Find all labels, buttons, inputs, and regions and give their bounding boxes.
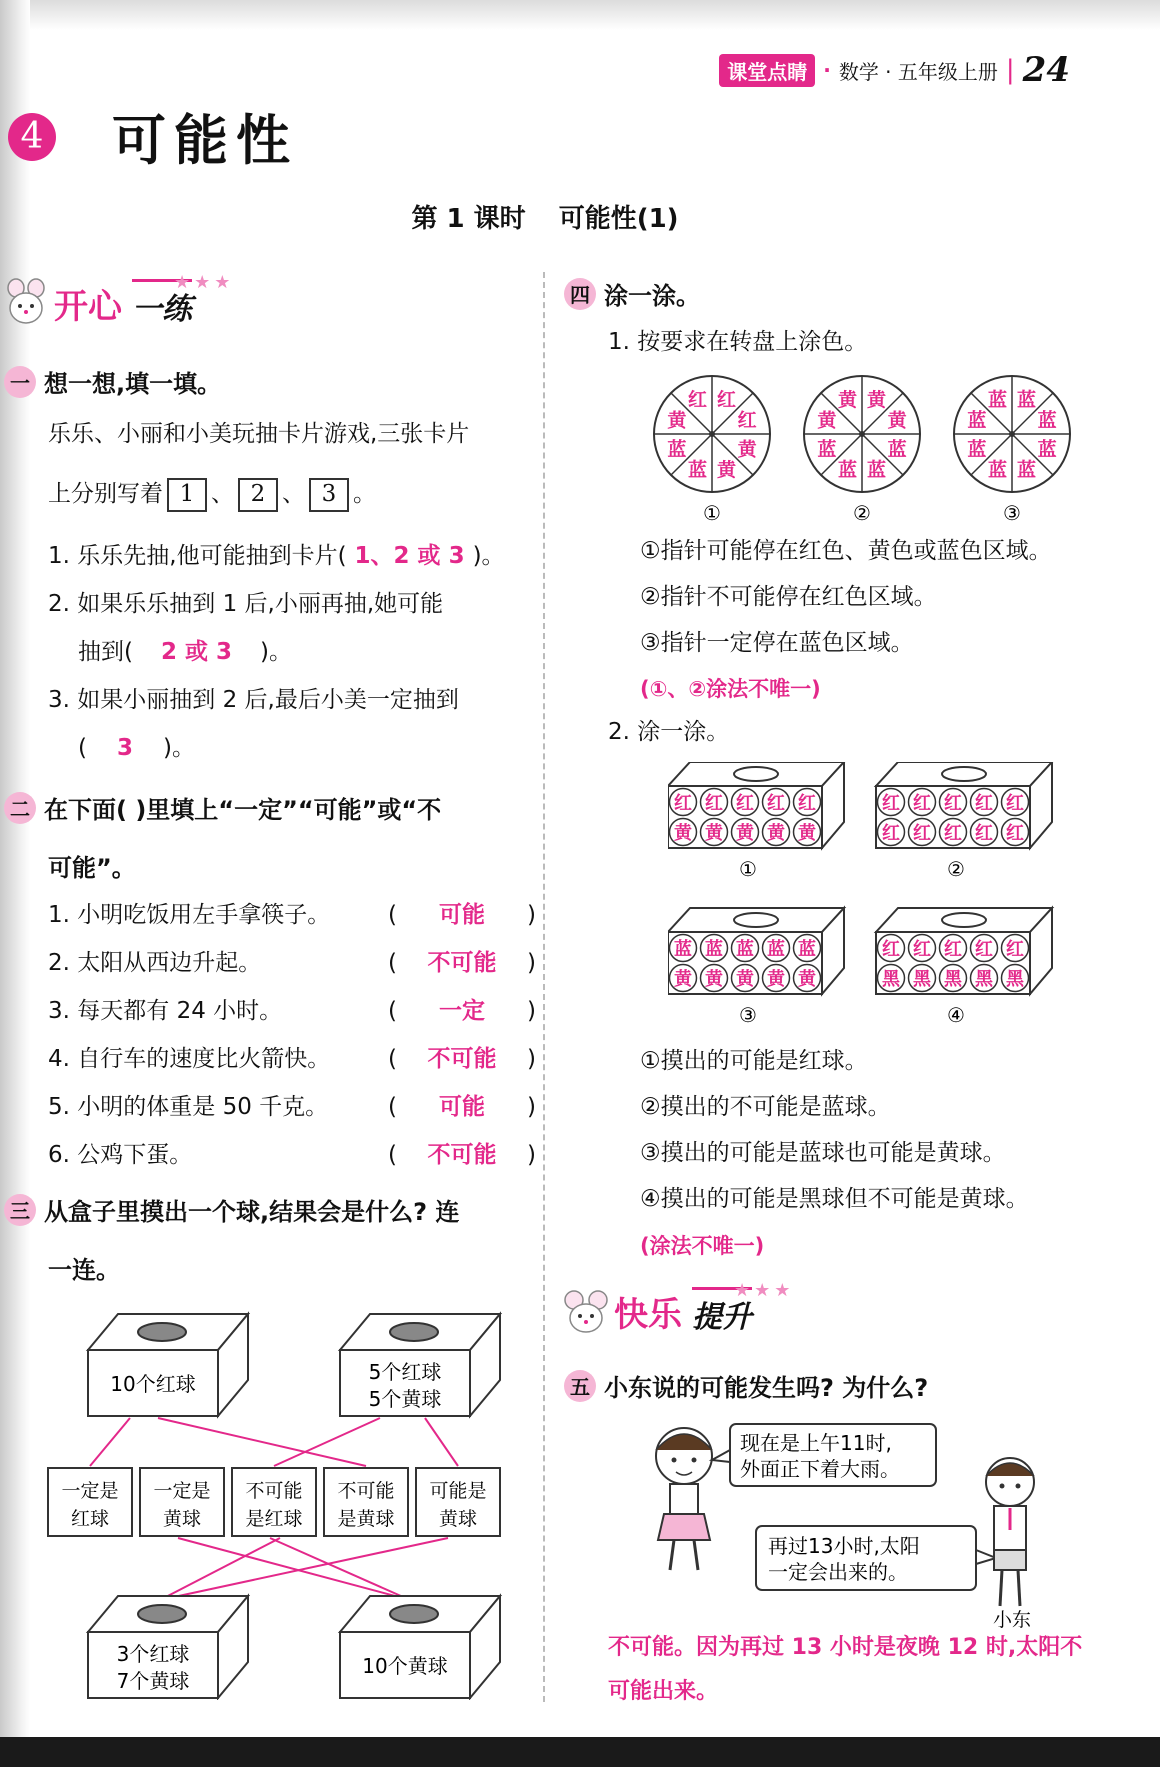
spinner-sector-label: 黄	[737, 438, 757, 461]
ball-label: 红	[798, 793, 816, 814]
ball-label: 黄	[767, 969, 785, 990]
s5-answer-line2: 可能出来。	[608, 1679, 719, 1704]
option-5-line2: 黄球	[438, 1508, 478, 1530]
s4-req1-1: ①指针可能停在红色、黄色或蓝色区域。	[640, 538, 1052, 564]
bubble-girl-line2: 外面正下着大雨。	[740, 1457, 900, 1481]
s2-question: 5. 小明的体重是 50 千克。	[48, 1094, 329, 1120]
girl-illustration	[656, 1428, 712, 1570]
ball-label: 黑	[944, 969, 962, 990]
s2-answer: 不可能	[427, 1142, 497, 1168]
box-bottom-left	[88, 1596, 248, 1698]
s4-req1-2: ②指针不可能停在红色区域。	[640, 584, 937, 610]
option-1-line1: 一定是	[61, 1480, 119, 1502]
spinner-label: ②	[853, 501, 871, 525]
banner-part1: 快乐	[614, 1295, 682, 1335]
spinner-label: ③	[1003, 501, 1021, 525]
s1-q3-line1: 3. 如果小丽抽到 2 后,最后小美一定抽到	[48, 687, 459, 713]
ball-label: 红	[705, 793, 723, 814]
ball-label: 黑	[1006, 969, 1024, 990]
ball-box-1	[668, 762, 844, 881]
s4-req1-3: ③指针一定停在蓝色区域。	[640, 630, 914, 656]
s1-intro-prefix: 上分别写着	[48, 481, 163, 507]
spinner-sector-label: 黄	[837, 388, 857, 411]
s2-question: 6. 公鸡下蛋。	[48, 1142, 193, 1168]
s4-req2-2: ②摸出的不可能是蓝球。	[640, 1094, 891, 1120]
lesson-title	[0, 198, 1090, 235]
page-spine-shadow	[0, 0, 30, 1767]
practice-banner	[4, 272, 235, 328]
paren-open: (	[388, 998, 397, 1024]
option-3-line1: 不可能	[245, 1480, 303, 1502]
section-3-title-line2: 一连。	[48, 1256, 120, 1284]
ball-label: 黑	[975, 969, 993, 990]
star-icons: ★★★	[174, 272, 235, 293]
matching-diagram	[40, 1300, 530, 1700]
box-bottom-right-label: 10个黄球	[362, 1654, 448, 1678]
paren-open: (	[388, 902, 397, 928]
s1-q3-line2	[78, 734, 195, 764]
spinner-sector-label: 黄	[667, 409, 687, 432]
spinner-sector-label: 蓝	[837, 459, 857, 482]
s1-q2-answer: 2 或 3	[160, 639, 233, 665]
ball-label: 蓝	[767, 939, 785, 960]
mouse-icon	[564, 1286, 608, 1336]
spinner-sector-label: 蓝	[987, 388, 1007, 411]
spinner-sector-label: 蓝	[687, 459, 707, 482]
ball-box-label: ②	[947, 857, 965, 881]
dialogue-illustration	[636, 1410, 1076, 1630]
ball-label: 蓝	[674, 939, 692, 960]
section-2-title-line2: 可能”。	[48, 854, 136, 882]
s1-q3-end: )。	[163, 735, 195, 761]
spinner-sector-label: 红	[737, 409, 757, 432]
section-2-title-line2-wrap	[48, 848, 136, 883]
spinner-sector-label: 蓝	[867, 459, 887, 482]
ball-label: 红	[944, 939, 962, 960]
header-dot: ·	[823, 58, 831, 82]
s2-question: 1. 小明吃饭用左手拿筷子。	[48, 902, 331, 928]
ball-label: 黄	[674, 969, 692, 990]
ball-label: 黄	[674, 823, 692, 844]
paren-close: )	[526, 1046, 536, 1072]
s2-question: 4. 自行车的速度比火箭快。	[48, 1046, 331, 1072]
ball-label: 红	[767, 793, 785, 814]
s1-q2-line1: 2. 如果乐乐抽到 1 后,小丽再抽,她可能	[48, 591, 444, 617]
spinner-sector-label: 红	[687, 388, 707, 411]
section-2-title-line1: 在下面( )里填上“一定”“可能”或“不	[44, 796, 442, 824]
s2-question: 2. 太阳从西边升起。	[48, 950, 262, 976]
s2-item	[48, 896, 536, 929]
s1-q1-end: )。	[472, 543, 505, 569]
ball-label: 红	[882, 823, 900, 844]
ball-box-4	[876, 908, 1052, 1027]
page-top-edge	[0, 0, 1160, 30]
section-5-badge: 五	[564, 1370, 596, 1402]
option-2-line2: 黄球	[162, 1508, 202, 1530]
spinner-sector-label: 黄	[817, 409, 837, 432]
option-2-line1: 一定是	[153, 1480, 211, 1502]
section-3-title-line1: 从盒子里摸出一个球,结果会是什么? 连	[44, 1198, 460, 1226]
ball-label: 红	[975, 823, 993, 844]
section-1-title: 想一想,填一填。	[44, 370, 222, 398]
s2-answer: 不可能	[427, 950, 497, 976]
spinners	[648, 370, 1078, 530]
ball-label: 红	[975, 939, 993, 960]
ball-box-label: ①	[739, 857, 757, 881]
spinner-sector-label: 蓝	[967, 438, 987, 461]
section-2-heading	[4, 790, 441, 825]
ball-label: 红	[882, 793, 900, 814]
section-4-heading	[564, 276, 700, 311]
s1-intro-end: 。	[353, 481, 376, 507]
section-1-heading	[4, 364, 221, 399]
paren-close: )	[526, 1094, 536, 1120]
box-bottom-right	[340, 1596, 500, 1698]
banner-part1: 开心	[54, 287, 122, 327]
s2-answer: 可能	[438, 1094, 485, 1120]
ball-label: 黄	[798, 969, 816, 990]
ball-label: 红	[1006, 823, 1024, 844]
star-icons: ★★★	[734, 1280, 795, 1301]
s4-req2-1: ①摸出的可能是红球。	[640, 1048, 868, 1074]
bubble-boy-line2: 一定会出来的。	[768, 1560, 908, 1584]
ball-label: 黑	[913, 969, 931, 990]
s2-item	[48, 944, 536, 977]
section-4-badge: 四	[564, 278, 596, 310]
ball-label: 红	[674, 793, 692, 814]
ball-label: 黄	[705, 969, 723, 990]
paren-close: )	[526, 998, 536, 1024]
ball-box-3	[668, 908, 844, 1027]
s1-q1	[48, 542, 505, 572]
section-4-title: 涂一涂。	[604, 282, 700, 310]
spinner-sector-label: 蓝	[1037, 409, 1057, 432]
s4-note2: (涂法不唯一)	[640, 1234, 765, 1258]
ball-label: 红	[736, 793, 754, 814]
box-top-right	[340, 1314, 500, 1416]
option-3-line2: 是红球	[245, 1508, 303, 1530]
section-5-title: 小东说的可能发生吗? 为什么?	[604, 1374, 929, 1402]
s1-intro-line2	[48, 478, 376, 512]
s4-req2-4: ④摸出的可能是黑球但不可能是黄球。	[640, 1186, 1029, 1212]
ball-label: 蓝	[798, 939, 816, 960]
spinner-sector-label: 蓝	[667, 438, 687, 461]
ball-label: 黄	[736, 823, 754, 844]
paren-close: )	[526, 902, 536, 928]
ball-label: 红	[944, 793, 962, 814]
spinner-sector-label: 蓝	[1017, 388, 1037, 411]
lesson-name: 可能性(1)	[558, 204, 679, 234]
s2-item	[48, 1040, 536, 1073]
ball-box-2	[876, 762, 1052, 881]
ball-boxes	[668, 762, 1068, 1042]
paren-close: )	[526, 1142, 536, 1168]
box-bottom-left-label-2: 7个黄球	[116, 1669, 190, 1693]
ball-label: 红	[913, 939, 931, 960]
option-4-line2: 是黄球	[337, 1508, 395, 1530]
chapter-title: 可能性	[112, 109, 298, 172]
s1-q1-text: 1. 乐乐先抽,他可能抽到卡片(	[48, 543, 347, 569]
s2-item	[48, 992, 536, 1025]
page-number: 24	[1022, 50, 1070, 90]
chapter-heading	[8, 98, 298, 175]
paren-open: (	[388, 950, 397, 976]
box-top-left	[88, 1314, 248, 1416]
ball-label: 黄	[767, 823, 785, 844]
separator: 、	[211, 481, 234, 507]
ball-label: 红	[913, 823, 931, 844]
s4-note1: (①、②涂法不唯一)	[640, 677, 821, 701]
spinner-sector-label: 蓝	[817, 438, 837, 461]
s2-answer: 不可能	[427, 1046, 497, 1072]
separator: 、	[282, 481, 305, 507]
s1-q3-answer: 3	[116, 735, 133, 761]
ball-label: 红	[975, 793, 993, 814]
s2-answer: 可能	[438, 902, 485, 928]
option-boxes	[48, 1468, 500, 1536]
ball-label: 黄	[736, 969, 754, 990]
spinner-sector-label: 蓝	[887, 438, 907, 461]
spinner-3	[954, 376, 1070, 525]
section-3-title-line2-wrap	[48, 1250, 120, 1285]
spinner-sector-label: 蓝	[1017, 459, 1037, 482]
paren-close: )	[526, 950, 536, 976]
paren-open: (	[388, 1142, 397, 1168]
s4-req2-3: ③摸出的可能是蓝球也可能是黄球。	[640, 1140, 1006, 1166]
ball-label: 红	[1006, 793, 1024, 814]
header-bar: |	[1005, 55, 1015, 85]
ball-label: 红	[913, 793, 931, 814]
s1-q2-end: )。	[260, 639, 292, 665]
box-bottom-left-label-1: 3个红球	[116, 1642, 190, 1666]
spinner-sector-label: 黄	[717, 459, 737, 482]
spinner-1	[654, 376, 770, 525]
spinner-sector-label: 红	[717, 388, 737, 411]
mouse-icon	[4, 278, 48, 328]
banner-part2: 提升	[692, 1287, 752, 1336]
bubble-boy-line1: 再过13小时,太阳	[768, 1534, 920, 1558]
section-2-badge: 二	[4, 792, 36, 824]
card-2: 2	[238, 478, 278, 512]
s2-question: 3. 每天都有 24 小时。	[48, 998, 283, 1024]
header-tag: 课堂点睛	[719, 54, 815, 87]
option-4-line1: 不可能	[337, 1480, 395, 1502]
s1-q2-line2	[78, 638, 292, 668]
box-top-left-label: 10个红球	[110, 1372, 196, 1396]
spinner-label: ①	[703, 501, 721, 525]
s4-sub2: 2. 涂一涂。	[608, 719, 730, 745]
section-5-heading	[564, 1368, 928, 1403]
paren-open: (	[388, 1046, 397, 1072]
header-subject: 数学 · 五年级上册	[838, 59, 998, 84]
lesson-number: 第 1 课时	[411, 204, 526, 234]
s5-answer-line1: 不可能。因为再过 13 小时是夜晚 12 时,太阳不	[608, 1635, 1083, 1660]
ball-label: 黄	[705, 823, 723, 844]
spinner-2	[804, 376, 920, 525]
spinner-sector-label: 黄	[887, 409, 907, 432]
bubble-girl-line1: 现在是上午11时,	[740, 1431, 892, 1455]
boy-illustration	[986, 1458, 1034, 1630]
spinner-sector-label: 蓝	[987, 459, 1007, 482]
box-top-right-label-1: 5个红球	[368, 1360, 442, 1384]
boy-name: 小东	[992, 1609, 1032, 1630]
paren-open: (	[388, 1094, 397, 1120]
spinner-sector-label: 蓝	[1037, 438, 1057, 461]
column-divider	[543, 272, 545, 1702]
section-3-badge: 三	[4, 1194, 36, 1226]
ball-label: 黑	[882, 969, 900, 990]
ball-box-label: ④	[947, 1003, 965, 1027]
section-3-heading	[4, 1192, 459, 1227]
ball-label: 红	[882, 939, 900, 960]
spinner-sector-label: 黄	[867, 388, 887, 411]
speech-bubble-girl	[712, 1424, 936, 1486]
card-1: 1	[167, 478, 207, 512]
s4-sub1: 1. 按要求在转盘上涂色。	[608, 329, 868, 355]
speech-bubble-boy	[756, 1526, 996, 1590]
s1-q1-answer: 1、2 或 3	[354, 543, 465, 569]
ball-box-label: ③	[739, 1003, 757, 1027]
s1-q3-text: (	[78, 735, 87, 761]
s2-answer: 一定	[438, 998, 485, 1024]
ball-label: 红	[1006, 939, 1024, 960]
page-bottom-edge	[0, 1737, 1160, 1767]
ball-label: 蓝	[736, 939, 754, 960]
chapter-number: 4	[8, 113, 56, 161]
ball-label: 黄	[798, 823, 816, 844]
box-top-right-label-2: 5个黄球	[368, 1387, 442, 1411]
card-3: 3	[309, 478, 349, 512]
s1-q2-text: 抽到(	[78, 639, 133, 665]
option-1-line2: 红球	[70, 1508, 110, 1530]
running-header	[719, 50, 1070, 90]
section-1-badge: 一	[4, 366, 36, 398]
improve-banner	[564, 1280, 795, 1336]
banner-part2: 一练	[132, 279, 192, 328]
s1-intro-line1: 乐乐、小丽和小美玩抽卡片游戏,三张卡片	[48, 421, 470, 447]
ball-label: 红	[944, 823, 962, 844]
option-5-line1: 可能是	[429, 1480, 487, 1502]
s2-item	[48, 1088, 536, 1121]
spinner-sector-label: 蓝	[967, 409, 987, 432]
ball-label: 蓝	[705, 939, 723, 960]
s2-item	[48, 1136, 536, 1169]
